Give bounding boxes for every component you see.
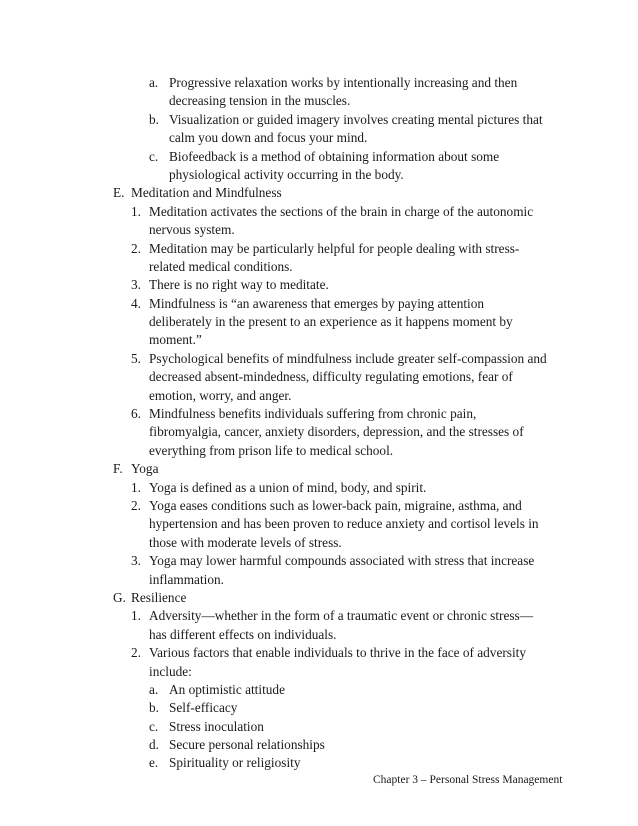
- item-text: Progressive relaxation works by intentionally increasing and then: [169, 75, 518, 90]
- outline-item: [0, 699, 638, 717]
- outline-item-continuation: [0, 331, 638, 349]
- outline-body: [0, 74, 638, 773]
- outline-item: [0, 74, 638, 92]
- outline-item: [0, 589, 638, 607]
- outline-item: [0, 644, 638, 662]
- item-marker: a.: [149, 75, 159, 90]
- outline-item: [0, 203, 638, 221]
- item-text: decreasing tension in the muscles.: [169, 93, 351, 109]
- item-marker: b.: [149, 700, 159, 716]
- page-footer: Chapter 3 – Personal Stress Management: [373, 774, 563, 786]
- item-text: calm you down and focus your mind.: [169, 130, 368, 146]
- outline-item-continuation: [0, 129, 638, 147]
- item-marker: 1.: [131, 608, 141, 624]
- outline-item-continuation: [0, 663, 638, 681]
- item-text: has different effects on individuals.: [149, 626, 337, 642]
- item-text: There is no right way to meditate.: [149, 277, 329, 293]
- item-text: An optimistic attitude: [169, 681, 285, 697]
- item-text: Psychological benefits of mindfulness include greater self-compassion and: [149, 350, 547, 366]
- outline-item-continuation: [0, 534, 638, 552]
- outline-item-continuation: [0, 258, 638, 276]
- item-text: Meditation activates the sections of the brain in charge of the autonomic: [149, 203, 534, 219]
- item-marker: 1.: [131, 203, 141, 219]
- item-marker: 1.: [131, 479, 141, 495]
- outline-item: [0, 681, 638, 699]
- outline-item-continuation: [0, 92, 638, 110]
- item-marker: 6.: [131, 406, 141, 422]
- item-marker: c.: [149, 718, 159, 734]
- item-text: deliberately in the present to an experience as it happens moment by: [149, 314, 513, 330]
- outline-item-continuation: [0, 313, 638, 331]
- item-text: related medical conditions.: [149, 258, 293, 274]
- item-marker: 2.: [131, 497, 141, 513]
- item-marker: c.: [149, 148, 159, 164]
- outline-item-continuation: [0, 221, 638, 239]
- item-marker: 2.: [131, 240, 141, 256]
- item-text: Secure personal relationships: [169, 737, 325, 753]
- item-text: Visualization or guided imagery involves creating mental pictures that: [169, 111, 543, 127]
- item-text: nervous system.: [149, 222, 235, 238]
- item-text: Spirituality or religiosity: [169, 755, 301, 771]
- outline-item-continuation: [0, 423, 638, 441]
- item-text: Meditation may be particularly helpful for people dealing with stress-: [149, 240, 520, 256]
- item-marker: E.: [113, 185, 125, 201]
- item-marker: G.: [113, 589, 126, 605]
- item-text: include:: [149, 663, 192, 679]
- outline-item: [0, 718, 638, 736]
- outline-item: [0, 276, 638, 294]
- item-marker: 5.: [131, 350, 141, 366]
- item-marker: a.: [149, 681, 159, 697]
- item-text: physiological activity occurring in the body.: [169, 166, 404, 182]
- item-text: Various factors that enable individuals to thrive in the face of adversity: [149, 645, 526, 661]
- item-text: Yoga is defined as a union of mind, body, and spirit.: [149, 479, 427, 495]
- outline-item-continuation: [0, 368, 638, 386]
- item-text: Resilience: [131, 589, 187, 605]
- outline-item: [0, 295, 638, 313]
- item-marker: e.: [149, 755, 159, 771]
- item-text: those with moderate levels of stress.: [149, 534, 342, 550]
- outline-item: [0, 479, 638, 497]
- item-marker: 4.: [131, 295, 141, 311]
- item-text: Yoga may lower harmful compounds associated with stress that increase: [149, 553, 535, 569]
- item-text: inflammation.: [149, 571, 224, 587]
- item-marker: b.: [149, 111, 159, 127]
- outline-item: [0, 460, 638, 478]
- outline-item: [0, 552, 638, 570]
- item-text: fibromyalgia, cancer, anxiety disorders, depression, and the stresses of: [149, 424, 524, 440]
- item-text: Biofeedback is a method of obtaining information about some: [169, 148, 500, 164]
- item-text: decreased absent-mindedness, difficulty regulating emotions, fear of: [149, 369, 513, 385]
- item-marker: F.: [113, 461, 123, 477]
- outline-item: [0, 240, 638, 258]
- item-text: Mindfulness is “an awareness that emerges by paying attention: [149, 295, 485, 311]
- outline-item: [0, 184, 638, 202]
- item-marker: 3.: [131, 553, 141, 569]
- outline-item: [0, 111, 638, 129]
- outline-item: [0, 754, 638, 772]
- outline-item: [0, 497, 638, 515]
- outline-item: [0, 148, 638, 166]
- outline-item-continuation: [0, 571, 638, 589]
- item-marker: d.: [149, 737, 159, 753]
- item-text: Stress inoculation: [169, 718, 264, 734]
- item-text: Adversity—whether in the form of a traumatic event or chronic stress—: [149, 608, 534, 624]
- outline-item: [0, 607, 638, 625]
- item-text: Mindfulness benefits individuals suffering from chronic pain,: [149, 406, 477, 422]
- outline-item-continuation: [0, 442, 638, 460]
- item-text: everything from prison life to medical school.: [149, 442, 394, 458]
- outline-item-continuation: [0, 515, 638, 533]
- outline-item-continuation: [0, 626, 638, 644]
- item-text: Yoga eases conditions such as lower-back pain, migraine, asthma, and: [149, 497, 522, 513]
- item-text: Self-efficacy: [169, 700, 238, 716]
- outline-item-continuation: [0, 387, 638, 405]
- item-text: emotion, worry, and anger.: [149, 387, 292, 403]
- outline-item: [0, 736, 638, 754]
- outline-item: [0, 405, 638, 423]
- item-text: moment.”: [149, 332, 202, 348]
- outline-item: [0, 350, 638, 368]
- outline-item-continuation: [0, 166, 638, 184]
- item-text: Yoga: [131, 461, 159, 477]
- item-text: hypertension and has been proven to reduce anxiety and cortisol levels in: [149, 516, 539, 532]
- item-marker: 3.: [131, 277, 141, 293]
- item-text: Meditation and Mindfulness: [131, 185, 282, 201]
- item-marker: 2.: [131, 645, 141, 661]
